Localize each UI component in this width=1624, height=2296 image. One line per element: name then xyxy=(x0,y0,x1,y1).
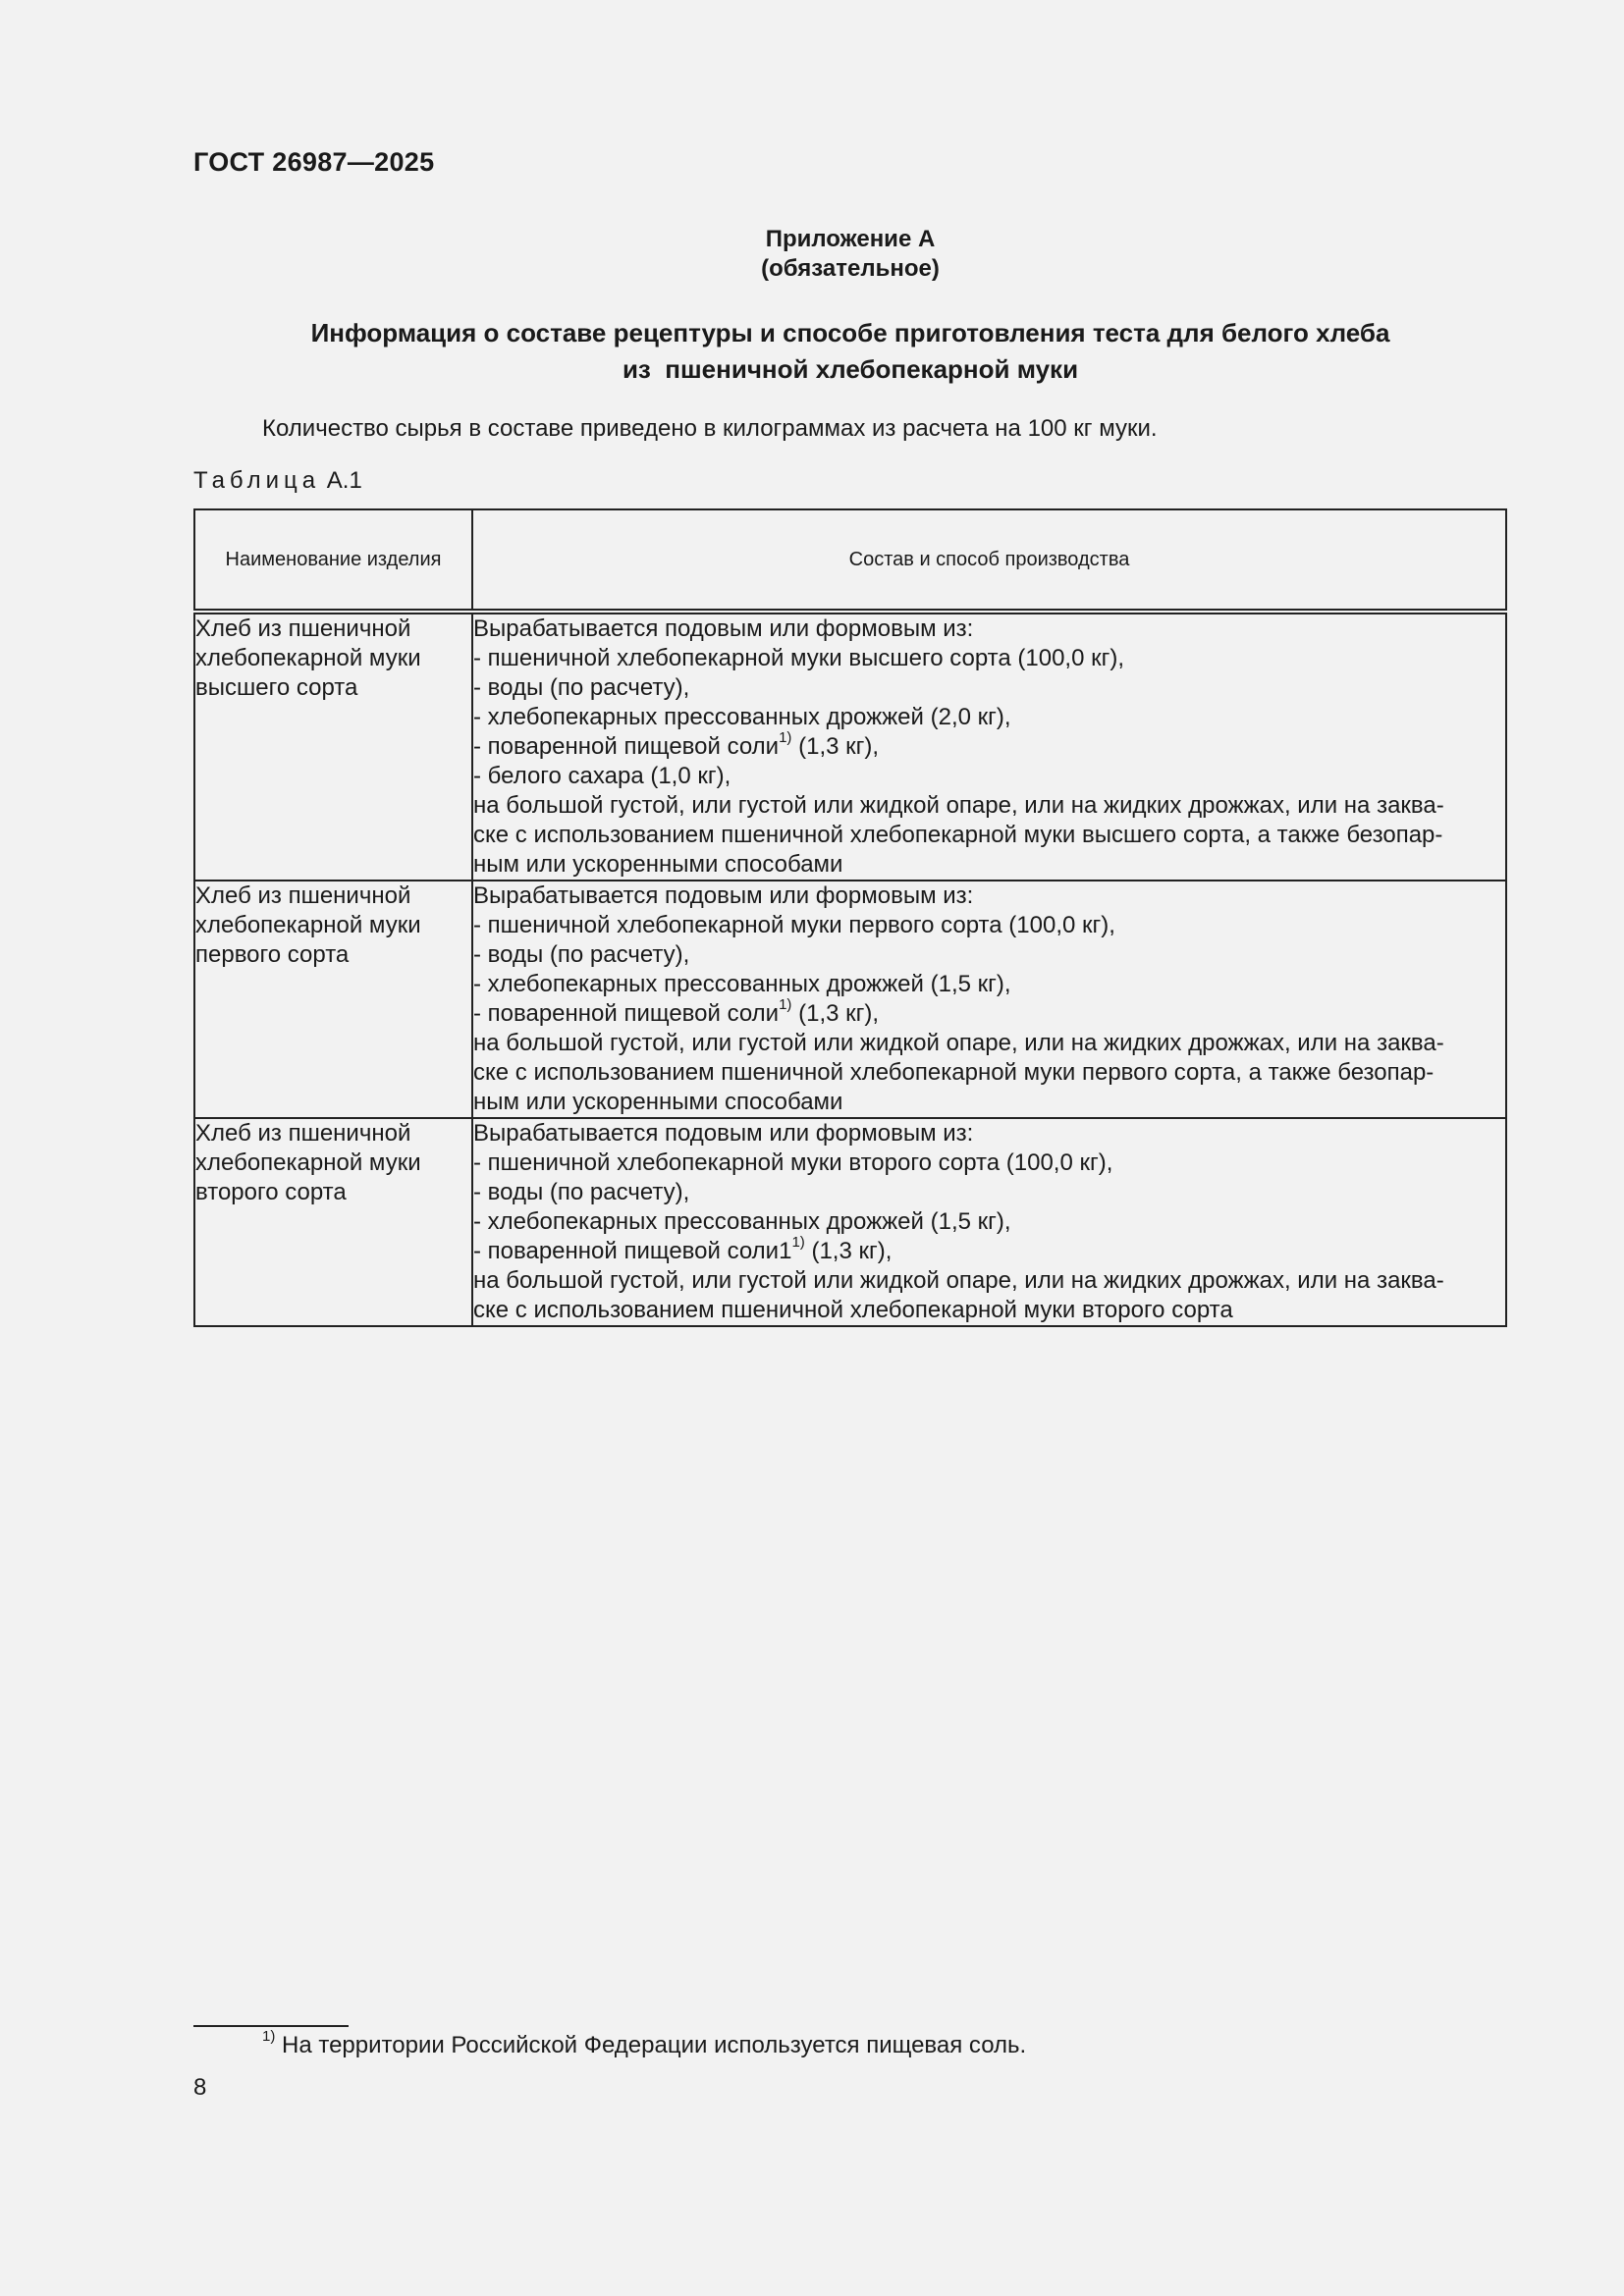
composition-line: - воды (по расчету), xyxy=(473,674,690,701)
header-composition: Состав и способ производства xyxy=(472,509,1506,612)
appendix-title-line-1: Информация о составе рецептуры и способе приготовления теста для белого хлеба xyxy=(310,318,1390,347)
composition-line: ске с использованием пшеничной хлебопекарной муки высшего сорта, а также безопар- xyxy=(473,822,1443,848)
footnote-text: На территории Российской Федерации используется пищевая соль. xyxy=(275,2032,1027,2058)
salt-amount: (1,3 кг), xyxy=(804,1238,893,1264)
composition-line: Вырабатывается подовым или формовым из: xyxy=(473,882,974,909)
composition-line-salt xyxy=(473,1234,1505,1266)
composition-line: - воды (по расчету), xyxy=(473,1179,690,1205)
composition-line: на большой густой, или густой или жидкой опаре, или на жидких дрожжах, или на заква- xyxy=(473,792,1444,819)
document-code: ГОСТ 26987—2025 xyxy=(193,147,435,177)
composition-cell xyxy=(472,881,1506,1118)
table-caption xyxy=(193,466,362,496)
product-name-cell: Хлеб из пшеничной хлебопекарной муки высшего сорта xyxy=(194,612,472,881)
footnote-mark: 1) xyxy=(779,996,792,1013)
composition-line: - хлебопекарных прессованных дрожжей (1,5 кг), xyxy=(473,1208,1011,1235)
composition-line: - пшеничной хлебопекарной муки первого сорта (100,0 кг), xyxy=(473,912,1115,938)
salt-label: - поваренной пищевой соли xyxy=(473,733,780,760)
table-row xyxy=(194,612,1506,881)
table-row xyxy=(194,881,1506,1118)
composition-line: - воды (по расчету), xyxy=(473,941,690,968)
salt-label: - поваренной пищевой соли xyxy=(473,1000,780,1027)
table-caption-number: А.1 xyxy=(326,467,362,494)
intro-paragraph: Количество сырья в составе приведено в килограммах из расчета на 100 кг муки. xyxy=(262,415,1158,442)
page-number: 8 xyxy=(193,2074,207,2101)
composition-line: ске с использованием пшеничной хлебопекарной муки второго сорта xyxy=(473,1297,1233,1323)
footnote xyxy=(262,2028,1027,2060)
composition-cell xyxy=(472,1118,1506,1326)
table-header-row xyxy=(194,509,1506,612)
appendix-heading xyxy=(193,225,1507,284)
appendix-name: Приложение А xyxy=(765,226,936,252)
footnote-mark: 1) xyxy=(262,2028,276,2045)
appendix-title-line-2: из пшеничной хлебопекарной муки xyxy=(622,354,1079,384)
appendix-title xyxy=(193,315,1507,388)
footnote-mark: 1) xyxy=(779,729,792,746)
composition-line: ске с использованием пшеничной хлебопекарной муки первого сорта, а также безопар- xyxy=(473,1059,1435,1086)
salt-amount: (1,3 кг), xyxy=(791,1000,880,1027)
composition-line: - пшеничной хлебопекарной муки высшего сорта (100,0 кг), xyxy=(473,645,1125,671)
recipe-table xyxy=(193,508,1507,1327)
composition-cell xyxy=(472,612,1506,881)
salt-amount: (1,3 кг), xyxy=(791,733,880,760)
header-product-name: Наименование изделия xyxy=(194,509,472,612)
composition-line: на большой густой, или густой или жидкой опаре, или на жидких дрожжах, или на заква- xyxy=(473,1030,1444,1056)
composition-line-salt xyxy=(473,729,1505,762)
product-name-cell: Хлеб из пшеничной хлебопекарной муки первого сорта xyxy=(194,881,472,1118)
composition-line: - пшеничной хлебопекарной муки второго сорта (100,0 кг), xyxy=(473,1149,1113,1176)
composition-line: на большой густой, или густой или жидкой опаре, или на жидких дрожжах, или на заква- xyxy=(473,1267,1444,1294)
composition-line: Вырабатывается подовым или формовым из: xyxy=(473,1120,974,1147)
composition-line: - белого сахара (1,0 кг), xyxy=(473,763,731,789)
composition-line: ным или ускоренными способами xyxy=(473,851,843,878)
product-name-cell: Хлеб из пшеничной хлебопекарной муки второго сорта xyxy=(194,1118,472,1326)
composition-line: - хлебопекарных прессованных дрожжей (1,5 кг), xyxy=(473,971,1011,997)
composition-line-salt xyxy=(473,996,1505,1029)
composition-line: - хлебопекарных прессованных дрожжей (2,0 кг), xyxy=(473,704,1011,730)
table-caption-word: Таблица xyxy=(193,467,321,494)
footnote-mark: 1) xyxy=(791,1234,805,1251)
appendix-status: (обязательное) xyxy=(761,255,940,282)
composition-line: ным или ускоренными способами xyxy=(473,1089,843,1115)
table-row xyxy=(194,1118,1506,1326)
footnote-separator xyxy=(193,2025,349,2027)
salt-label: - поваренной пищевой соли1 xyxy=(473,1238,792,1264)
composition-line: Вырабатывается подовым или формовым из: xyxy=(473,615,974,642)
